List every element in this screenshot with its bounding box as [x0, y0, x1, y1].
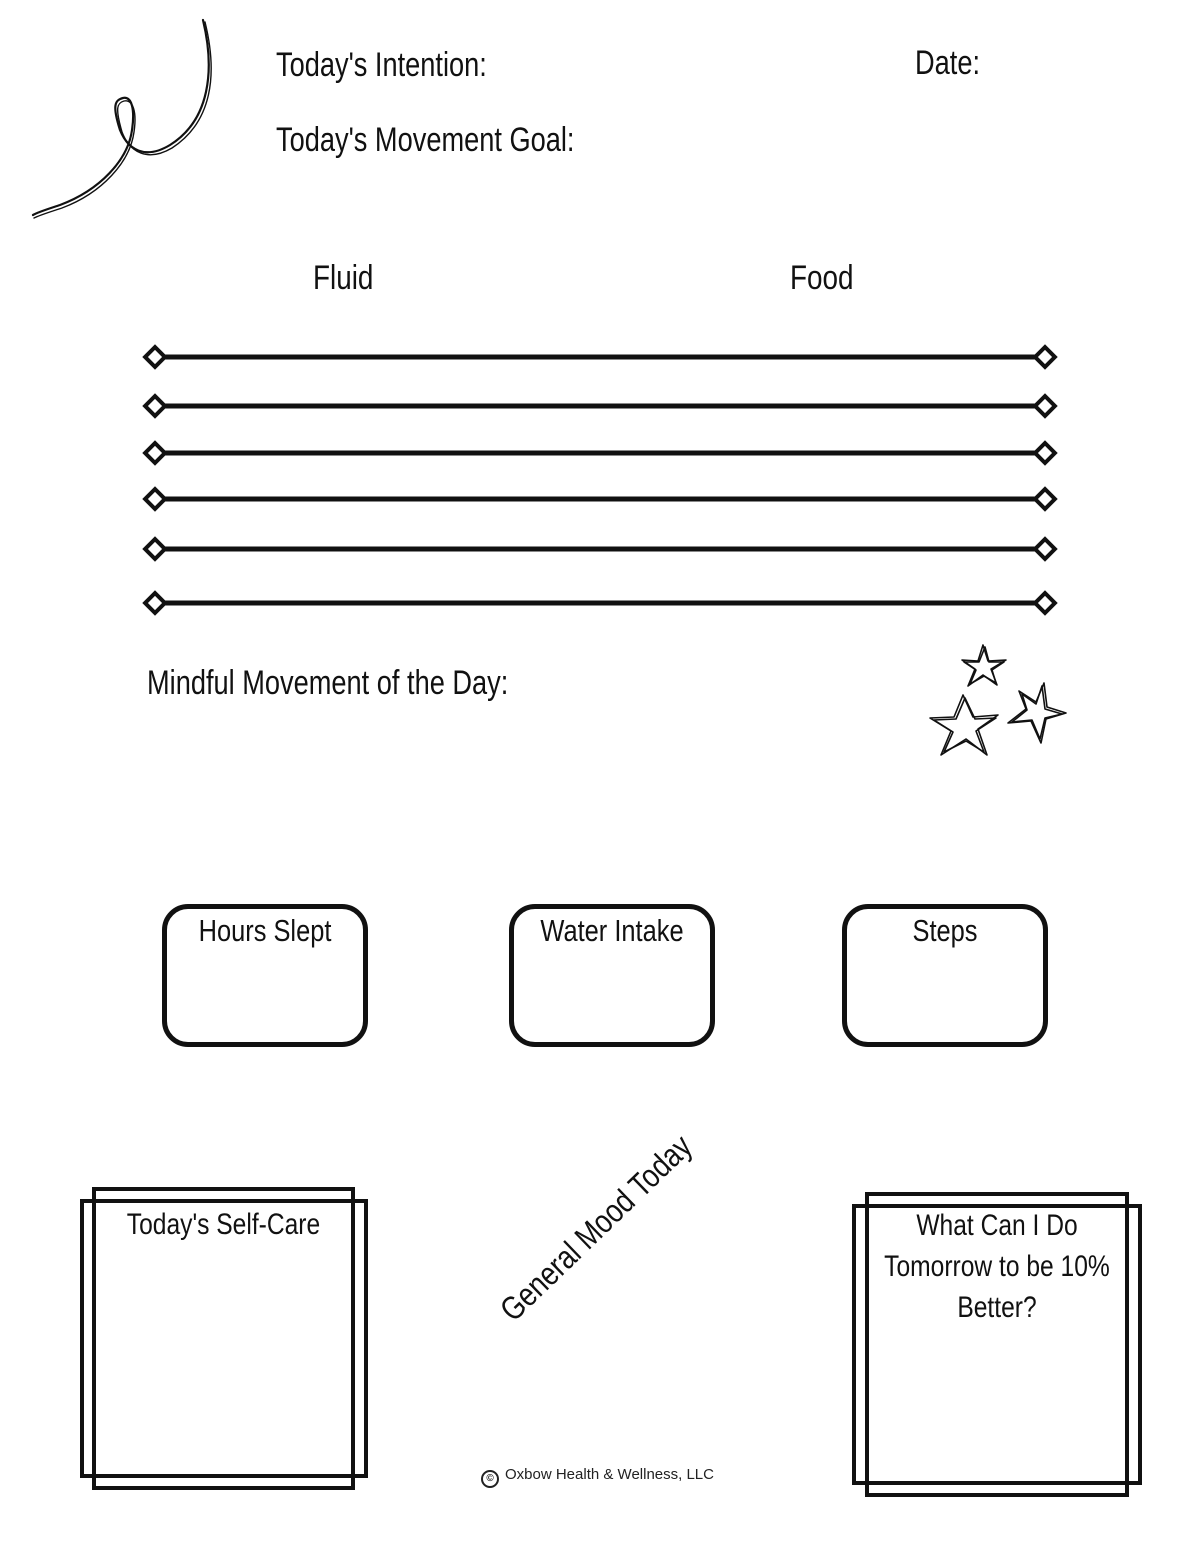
- tomorrow-better-label: What Can I Do Tomorrow to be 10% Better?: [884, 1209, 1110, 1324]
- steps-label: Steps: [912, 913, 978, 948]
- mindful-movement-label: Mindful Movement of the Day:: [147, 664, 509, 702]
- log-lines: [140, 340, 1065, 620]
- log-line[interactable]: [145, 396, 1055, 416]
- log-line[interactable]: [145, 347, 1055, 367]
- movement-goal-label: Today's Movement Goal:: [276, 121, 575, 159]
- steps-box[interactable]: [842, 904, 1048, 1047]
- fluid-label: Fluid: [313, 259, 374, 297]
- swirl-doodle-icon: [20, 10, 230, 230]
- log-line[interactable]: [145, 593, 1055, 613]
- mood-label: General Mood Today: [492, 1127, 699, 1329]
- log-line[interactable]: [145, 443, 1055, 463]
- stars-doodle-icon: [920, 635, 1075, 770]
- copyright-footer: [481, 1466, 714, 1488]
- water-intake-box[interactable]: [509, 904, 715, 1047]
- copyright-text: Oxbow Health & Wellness, LLC: [505, 1466, 714, 1483]
- copyright-icon: ©: [481, 1470, 499, 1488]
- food-label: Food: [790, 259, 854, 297]
- water-intake-label: Water Intake: [540, 913, 684, 948]
- date-label: Date:: [915, 44, 981, 82]
- log-line[interactable]: [145, 489, 1055, 509]
- log-line[interactable]: [145, 539, 1055, 559]
- hours-slept-box[interactable]: [162, 904, 368, 1047]
- intention-label: Today's Intention:: [276, 46, 487, 84]
- self-care-label: Today's Self-Care: [126, 1208, 321, 1241]
- hours-slept-label: Hours Slept: [198, 913, 332, 948]
